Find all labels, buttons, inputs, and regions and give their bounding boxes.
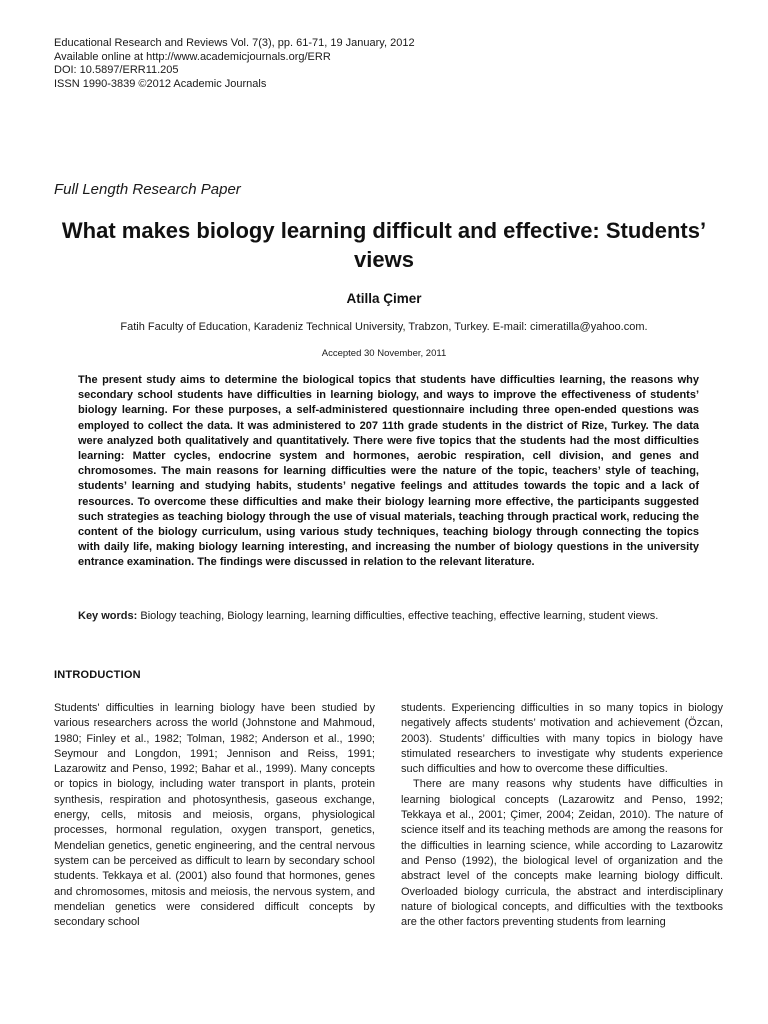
intro-paragraph: students. Experiencing difficulties in so many topics in biology negatively affects students’ motivation and achievement (Özcan, 2003). Students’ difficulties with many topics in biology have stimulated researchers to investigate why students experience such difficulties and how to overcome these difficulties. — [401, 702, 723, 776]
paper-type: Full Length Research Paper — [54, 181, 241, 198]
intro-paragraph: Students' difficulties in learning biology have been studied by various researchers across the world (Johnstone and Mahmoud, 1980; Finley et al., 1982; Tolman, 1982; Anderson et al., 1990; Seymour and Longdon, 1991; Jennison and Reiss, 1991; Lazarowitz and Penso, 1992; Bahar et al., 1999). Many concepts or topics in biology, including water transport in plants, protein synthesis, respiration and photosynthesis, gaseous exchange, energy, cells, mitosis and meiosis, organs, physiological processes, hormonal regulation, oxygen transport, genetics, Mendelian genetics, genetic engineering, and the central nervous system can be perceived as difficult to learn by secondary school students. Tekkaya et al. (2001) also found that hormones, genes and chromosomes, mitosis and meiosis, the nervous system, and mendelian genetics were considered difficult concepts by secondary school — [54, 702, 375, 929]
keywords — [78, 609, 699, 625]
issn: ISSN 1990-3839 ©2012 Academic Journals — [54, 77, 267, 90]
keywords-text: Biology teaching, Biology learning, learning difficulties, effective teaching, effective learning, student views. — [140, 610, 659, 622]
journal-header — [54, 37, 474, 91]
doi: DOI: 10.5897/ERR11.205 — [54, 64, 179, 76]
left-column — [54, 701, 375, 930]
author-name: Atilla Çimer — [346, 291, 422, 306]
keywords-label: Key words: — [78, 610, 138, 622]
abstract: The present study aims to determine the biological topics that students have difficulties learning, the reasons why secondary school students have difficulties in learning biology, and ways to improve the effectiveness of students’ biology learning. For these purposes, a self-administered questionnaire including three open-ended questions was employed to collect the data. It was administered to 207 11th grade students in the district of Rize, Turkey. The data were analyzed both qualitatively and quantitatively. There were five topics that the students had the most difficulties learning: Matter cycles, endocrine system and hormones, aerobic respiration, cell division, and genes and chromosomes. The main reasons for learning difficulties were the nature of the topic, teachers’ style of teaching, students’ learning and studying habits, students’ negative feelings and attitudes towards the topic and a lack of resources. To overcome these difficulties and make their biology learning more effective, the participants suggested such strategies as teaching biology through the use of visual materials, teaching through practical work, reducing the content of the biology curriculum, using various study techniques, teaching biology through connecting the topics with daily life, making biology learning interesting, and increasing the number of biology questions in the university entrance examination. The findings were discussed in relation to the relevant literature. — [78, 374, 699, 569]
author-affiliation: Fatih Faculty of Education, Karadeniz Technical University, Trabzon, Turkey. E-mail: cimeratilla@yahoo.com. — [120, 321, 648, 333]
intro-paragraph: There are many reasons why students have difficulties in learning biological concepts (Lazarowitz and Penso, 1992; Tekkaya et al., 2001; Çimer, 2004; Zeidan, 2010). The nature of science itself and its teaching methods are among the reasons for the difficulties in learning science, while according to Lazarowitz and Penso (1992), the biological level of organization and the abstract level of the concepts make learning biology difficult. Overloaded biology curricula, the abstract and interdisciplinary nature of biological concepts, and difficulties with the textbooks are the other factors preventing students from learning — [401, 778, 723, 929]
paper-title: What makes biology learning difficult and effective: Students’ views — [61, 218, 707, 272]
online-availability: Available online at http://www.academicjournals.org/ERR — [54, 50, 331, 63]
right-column — [401, 701, 723, 930]
journal-citation: Educational Research and Reviews Vol. 7(3), pp. 61-71, 19 January, 2012 — [54, 37, 415, 49]
introduction-heading: INTRODUCTION — [54, 669, 141, 681]
accepted-date: Accepted 30 November, 2011 — [321, 348, 447, 359]
